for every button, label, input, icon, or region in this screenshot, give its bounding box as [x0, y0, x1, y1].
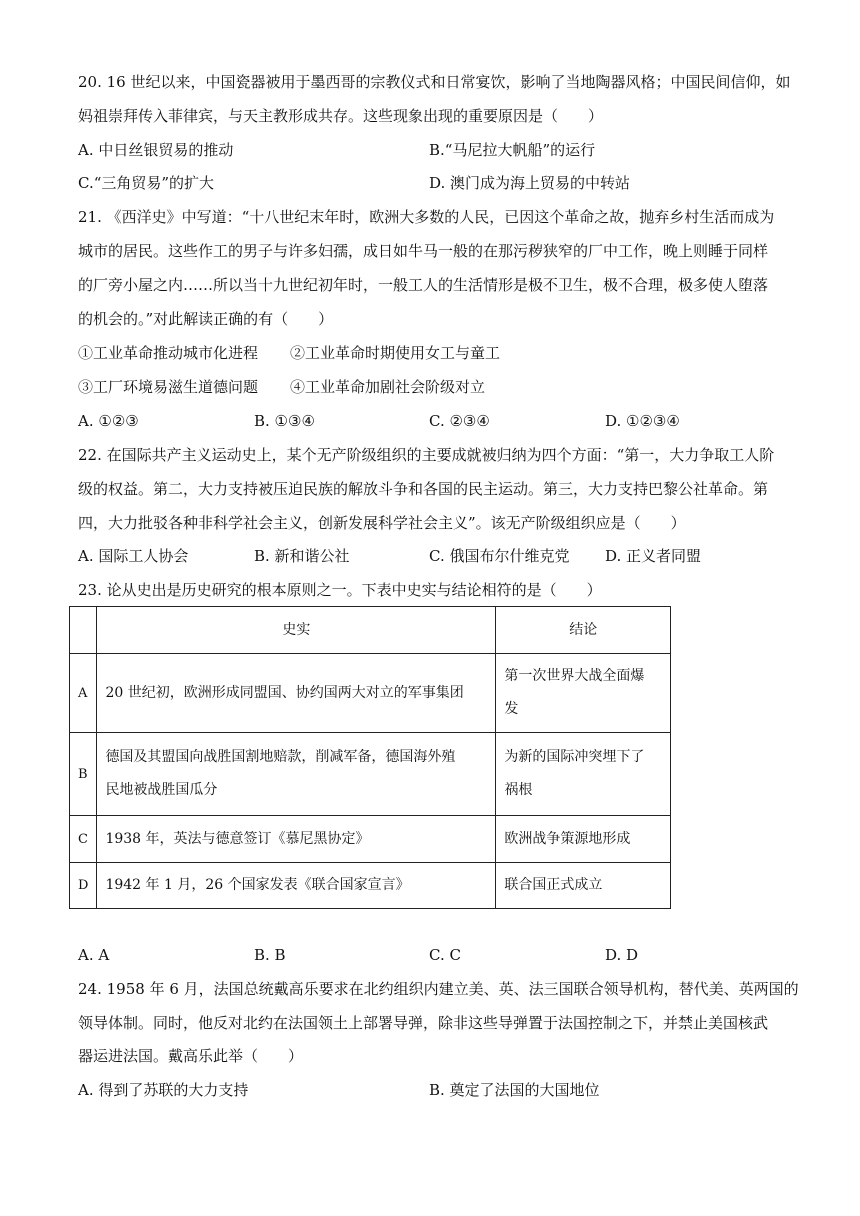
row-label: C — [70, 816, 97, 863]
q20-option-d: D. 澳门成为海上贸易的中转站 — [429, 174, 631, 192]
row-conclusion-line: 第一次世界大战全面爆 — [504, 668, 645, 684]
table-header-conclusion: 结论 — [496, 607, 671, 654]
table-row — [70, 863, 671, 909]
table-row — [70, 654, 671, 733]
q24-stem-line-1: 24. 1958 年 6 月，法国总统戴高乐要求在北约组织内建立美、英、法三国联合领导机构，替代美、英两国的 — [78, 980, 799, 998]
q22-option-a: A. 国际工人协会 — [78, 547, 189, 565]
table-row — [70, 816, 671, 863]
q21-option-a: A. ①②③ — [78, 412, 139, 430]
q20-stem-line-2: 妈祖崇拜传入菲律宾，与天主教形成共存。这些现象出现的重要原因是（ ） — [78, 107, 604, 125]
q23-stem: 23. 论从史出是历史研究的根本原则之一。下表中史实与结论相符的是（ ） — [78, 581, 602, 599]
row-fact-line: 1938 年，英法与德意签订《慕尼黑协定》 — [105, 830, 370, 847]
q21-statement-2: ②工业革命时期使用女工与童工 — [290, 344, 501, 362]
row-fact — [97, 733, 496, 816]
q21-stem-line-1: 21. 《西洋史》中写道：“十八世纪末年时，欧洲大多数的人民，已因这个革命之故，抛弃乡村生活而成为 — [78, 208, 775, 226]
q21-option-d: D. ①②③④ — [605, 412, 680, 430]
q21-stem-line-4: 的机会的。”对此解读正确的有（ ） — [78, 310, 334, 328]
q24-option-b: B. 奠定了法国的大国地位 — [429, 1081, 600, 1099]
row-fact-line: 民地被战胜国瓜分 — [105, 782, 218, 798]
table-row — [70, 733, 671, 816]
q21-statement-4: ④工业革命加剧社会阶级对立 — [290, 378, 486, 396]
q22-option-d: D. 正义者同盟 — [605, 547, 702, 565]
q23-option-a: A. A — [78, 946, 110, 964]
q22-stem-line-2: 级的权益。第二，大力支持被压迫民族的解放斗争和各国的民主运动。第三，大力支持巴黎公社革命。第 — [78, 480, 769, 498]
q22-stem-line-3: 四，大力批驳各种非科学社会主义，创新发展科学社会主义”。该无产阶级组织应是（ ） — [78, 514, 686, 532]
table-header-fact: 史实 — [97, 607, 496, 654]
row-fact — [97, 816, 496, 863]
row-conclusion-line: 祸根 — [504, 782, 533, 798]
q22-stem-line-1: 22. 在国际共产主义运动史上，某个无产阶级组织的主要成就被归纳为四个方面：“第一，大力争取工人阶 — [78, 446, 775, 464]
row-conclusion — [496, 816, 671, 863]
row-label: A — [70, 654, 97, 733]
q21-statement-1: ①工业革命推动城市化进程 — [78, 344, 259, 362]
q21-statement-3: ③工厂环境易滋生道德问题 — [78, 378, 259, 396]
q20-stem-line-1: 20. 16 世纪以来，中国瓷器被用于墨西哥的宗教仪式和日常宴饮，影响了当地陶器风格；中国民间信仰，如 — [78, 73, 791, 91]
q24-stem-line-2: 领导体制。同时，他反对北约在法国领土上部署导弹，除非这些导弹置于法国控制之下，并禁止美国核武 — [78, 1014, 769, 1032]
history-facts-table — [69, 606, 671, 909]
row-fact — [97, 863, 496, 909]
q21-stem-line-3: 的厂旁小屋之内……所以当十九世纪初年时，一般工人的生活情形是极不卫生，极不合理，极多使人堕落 — [78, 276, 769, 294]
q23-option-c: C. C — [429, 946, 461, 964]
q22-option-c: C. 俄国布尔什维克党 — [429, 547, 570, 565]
table-header-row — [70, 607, 671, 654]
q20-option-b: B.“马尼拉大帆船”的运行 — [429, 141, 596, 159]
row-fact-line: 德国及其盟国向战胜国割地赔款，削减军备，德国海外殖 — [105, 749, 456, 765]
q24-stem-line-3: 器运进法国。戴高乐此举（ ） — [78, 1047, 304, 1065]
row-conclusion — [496, 863, 671, 909]
q21-option-c: C. ②③④ — [429, 412, 490, 430]
row-fact-line: 1942 年 1 月，26 个国家发表《联合国家宣言》 — [105, 877, 410, 893]
q20-option-c: C.“三角贸易”的扩大 — [78, 174, 215, 192]
row-conclusion — [496, 654, 671, 733]
row-conclusion-line: 发 — [504, 701, 519, 717]
q24-option-a: A. 得到了苏联的大力支持 — [78, 1081, 249, 1099]
row-label: B — [70, 733, 97, 816]
row-label: D — [70, 863, 97, 909]
q21-option-b: B. ①③④ — [254, 412, 315, 430]
q23-option-d: D. D — [605, 946, 639, 964]
row-conclusion-line: 欧洲战争策源地形成 — [504, 830, 631, 847]
q22-option-b: B. 新和谐公社 — [254, 547, 350, 565]
row-conclusion-line: 联合国正式成立 — [504, 877, 603, 893]
q23-option-b: B. B — [254, 946, 286, 964]
row-conclusion-line: 为新的国际冲突埋下了 — [504, 749, 645, 765]
row-fact-line: 20 世纪初，欧洲形成同盟国、协约国两大对立的军事集团 — [105, 684, 464, 701]
row-conclusion — [496, 733, 671, 816]
q20-option-a: A. 中日丝银贸易的推动 — [78, 141, 234, 159]
row-fact — [97, 654, 496, 733]
q21-stem-line-2: 城市的居民。这些作工的男子与许多妇孺，成日如牛马一般的在那污秽狭窄的厂中工作，晚上则睡于同样 — [78, 242, 769, 260]
table-header-label — [70, 607, 97, 654]
